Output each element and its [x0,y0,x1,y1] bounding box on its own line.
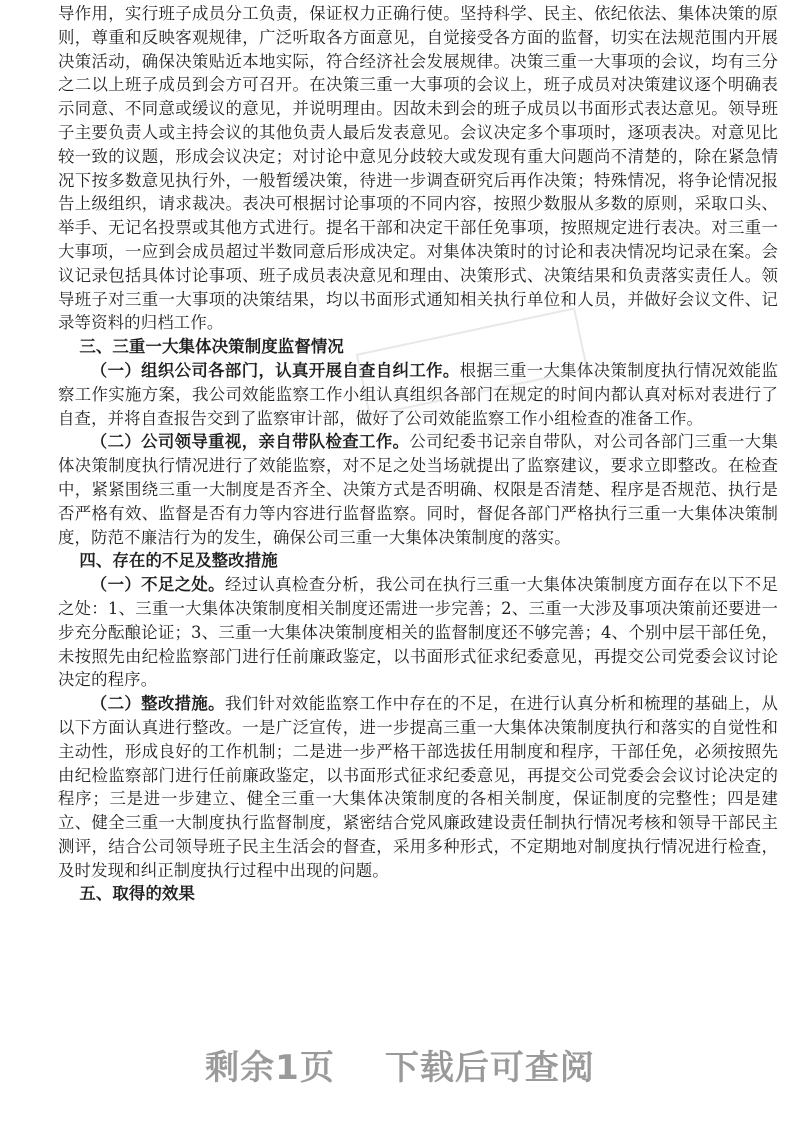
section-4-item-1-text: 经过认真检查分析，我公司在执行三重一大集体决策制度方面存在以下不足之处：1、三重一大集体决策制度相关制度还需进一步完善；2、三重一大涉及事项决策前还要进一步充分酝酿论证；3、三重一大集体决策制度相关的监督制度还不够完善；4、个别中层干部任免，未按照先由纪检监察部门进行任前廉政鉴定，以书面形式征求纪委意见，再提交公司党委会议讨论决定的程序。 [58,575,779,690]
section-3-item-2-lead: （二）公司领导重视，亲自带队检查工作。 [90,432,410,452]
section-3-item-2-text: 公司纪委书记亲自带队，对公司各部门三重一大集体决策制度执行情况进行了效能监察，对不足之处当场就提出了监察建议，要求立即整改。在检查中，紧紧围绕三重一大制度是否齐全、决策方式是否明确、权限是否清楚、程序是否规范、执行是否严格有效、监督是否有力等内容进行监督监察。同时，督促各部门严格执行三重一大集体决策制度，防范不廉洁行为的发生，确保公司三重一大集体决策制度的落实。 [58,432,778,547]
section-4-item-2-text: 我们针对效能监察工作中存在的不足，在进行认真分析和梳理的基础上，从以下方面认真进行整改。一是广泛宣传，进一步提高三重一大集体决策制度执行和落实的自觉性和主动性，形成良好的工作机制；二是进一步严格干部选拔任用制度和程序，干部任免，必须按照先由纪检监察部门进行任前廉政鉴定，以书面形式征求纪委意见，再提交公司党委会会议讨论决定的程序；三是进一步建立、健全三重一大集体决策制度的各相关制度，保证制度的完整性；四是建立、健全三重一大制度执行监督制度，紧密结合党风廉政建设责任制执行情况考核和领导干部民主测评，结合公司领导班子民主生活会的督查，采用多种形式，不定期地对制度执行情况进行检查，及时发现和纠正制度执行过程中出现的问题。 [58,694,779,880]
section-4-item-2-lead: （二）整改措施。 [90,694,225,714]
remaining-pages-label: 剩余1页 [205,1048,335,1088]
section-3-heading: 三、三重一大集体决策制度监督情况 [79,337,344,357]
document-body [58,2,778,906]
paragraph-decision-procedure: 导作用，实行班子成员分工负责，保证权力正确行使。坚持科学、民主、依纪依法、集体决策的原则，尊重和反映客观规律，广泛听取各方面意见，自觉接受各方面的监督，切实在法规范围内开展决策活动，确保决策贴近本地实际，符合经济社会发展规律。决策三重一大事项的会议，均有三分之二以上班子成员到会方可召开。在决策三重一大事项的会议上，班子成员对决策建议逐个明确表示同意、不同意或缓议的意见，并说明理由。因故未到会的班子成员以书面形式表达意见。领导班子主要负责人或主持会议的其他负责人最后发表意见。会议决定多个事项时，逐项表决。对意见比较一致的议题，形成会议决定；对讨论中意见分歧较大或发现有重大问题尚不清楚的，除在紧急情况下按多数意见执行外，一般暂缓决策，待进一步调查研究后再作决策；特殊情况，将争论情况报告上级组织，请求裁决。表决可根据讨论事项的不同内容，按照少数服从多数的原则，采取口头、举手、无记名投票或其他方式进行。提名干部和决定干部任免事项，按照规定进行表决。对三重一大事项，一应到会成员超过半数同意后形成决定。对集体决策时的讨论和表决情况均记录在案。会议记录包括具体讨论事项、班子成员表决意见和理由、决策形式、决策结果和负责落实责任人。领导班子对三重一大事项的决策结果，均以书面形式通知相关执行单位和人员，并做好会议文件、记录等资料的归档工作。 [58,4,778,333]
download-hint-label: 下载后可查阅 [384,1048,595,1088]
section-4-item-1-lead: （一）不足之处。 [90,575,225,595]
section-3-item-1-lead: （一）组织公司各部门，认真开展自查自纠工作。 [90,360,460,380]
section-5-heading: 五、取得的效果 [79,884,196,904]
section-3-item-1-text: 根据三重一大集体决策制度执行情况效能监察工作实施方案，我公司效能监察工作小组认真组织各部门在规定的时间内都认真对标对表进行了自查，并将自查报告交到了监察审计部，做好了公司效能监察工作小组检查的准备工作。 [58,360,778,428]
section-4-heading: 四、存在的不足及整改措施 [79,551,278,571]
download-prompt[interactable] [0,1040,800,1089]
section-3-item-2 [58,430,778,549]
section-3-item-1 [58,359,778,430]
section-4-item-1 [58,573,778,692]
section-4-item-2 [58,692,778,882]
